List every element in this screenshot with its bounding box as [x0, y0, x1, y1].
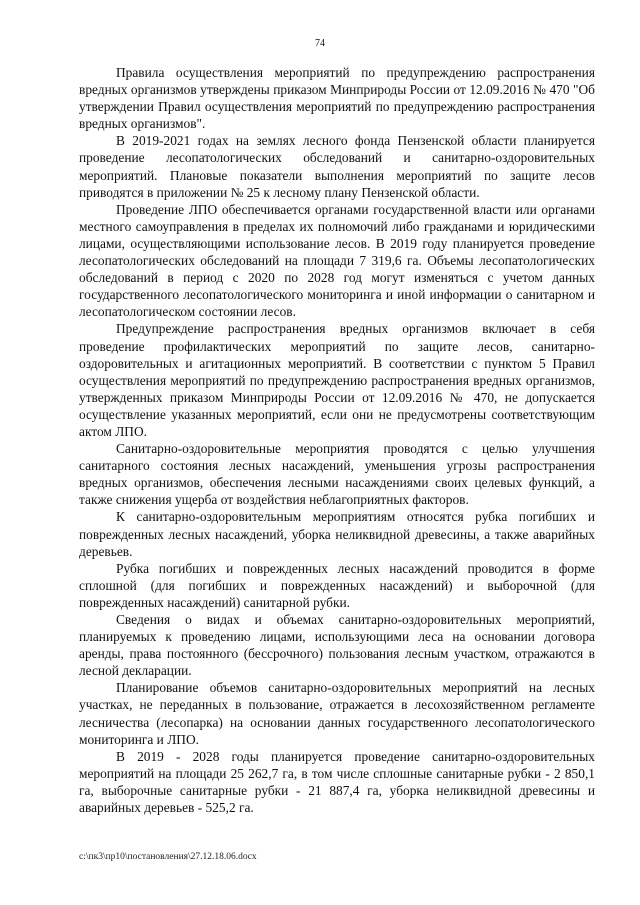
paragraph-lpo-provision: Проведение ЛПО обеспечивается органами государственной власти или органами местного самоуправления в пределах их полномочий либо гражданами и юридическими лицами, осуществляющими использование лесов. В 2019 году планируется проведение лесопатологических обследований на площади 7 319,6 га. Объемы лесопатологических обследований в период с 2020 по 2028 год могут изменяться с учетом данных государственного лесопатологического мониторинга и иной информации о санитарном и лесопатологическом состоянии лесов.: [79, 201, 595, 320]
paragraph-declaration: Сведения о видах и объемах санитарно-оздоровительных мероприятий, планируемых к проведению лицами, использующими леса на основании договора аренды, права постоянного (бессрочного) пользования лесным участком, отражаются в лесной декларации.: [79, 612, 595, 679]
page-number: 74: [315, 38, 325, 49]
paragraph-2019-2028-volumes: В 2019 - 2028 годы планируется проведение санитарно-оздоровительных мероприятий на площади 25 262,7 га, в том числе сплошные санитарные рубки - 2 850,1 га, выборочные санитарные рубки - 21 887,4 га, уборка неликвидной древесины и аварийных деревьев - 525,2 га.: [79, 748, 595, 816]
paragraph-sanitary-purpose: Санитарно-оздоровительные мероприятия проводятся с целью улучшения санитарного состояния лесных насаждений, уменьшения угрозы распространения вредных организмов, обеспечения лесными насаждениями своих целевых функций, а также снижения ущерба от воздействия неблагоприятных факторов.: [79, 441, 595, 508]
paragraph-cutting-forms: Рубка погибших и поврежденных лесных насаждений проводится в форме сплошной (для погибших и поврежденных насаждений) и выборочной (для поврежденных насаждений) санитарной рубки.: [79, 560, 595, 610]
paragraph-rules-approval: Правила осуществления мероприятий по предупреждению распространения вредных организмов утверждены приказом Минприроды России от 12.09.2016 № 470 "Об утверждении Правил осуществления мероприятий по предупреждению распространения вредных организмов".: [79, 65, 595, 132]
footer-file-path: c:\пк3\пр10\постановления\27.12.18.06.docx: [79, 852, 257, 862]
paragraph-planning: Планирование объемов санитарно-оздоровительных мероприятий на лесных участках, не переданных в пользование, отражается в лесохозяйственном регламенте лесничества (лесопарка) на основании данных государственного лесопатологического мониторинга и ЛПО.: [79, 680, 595, 747]
paragraph-sanitary-measures: К санитарно-оздоровительным мероприятиям относятся рубка погибших и поврежденных лесных насаждений, уборка неликвидной древесины, а также аварийных деревьев.: [79, 509, 595, 559]
paragraph-2019-2021-plans: В 2019-2021 годах на землях лесного фонда Пензенской области планируется проведение лесопатологических обследований и санитарно-оздоровительных мероприятий. Плановые показатели выполнения мероприятий по защите лесов приводятся в приложении № 25 к лесному плану Пензенской области.: [79, 133, 595, 200]
paragraph-prevention: Предупреждение распространения вредных организмов включает в себя проведение профилактических мероприятий по защите лесов, санитарно-оздоровительных и агитационных мероприятий. В соответствии с пунктом 5 Правил осуществления мероприятий по предупреждению распространения вредных организмов, утвержденных приказом Минприроды России от 12.09.2016 № 470, не допускается осуществление указанных мероприятий, если они не предусмотрены соответствующим актом ЛПО.: [79, 321, 595, 439]
document-body: [79, 64, 595, 816]
